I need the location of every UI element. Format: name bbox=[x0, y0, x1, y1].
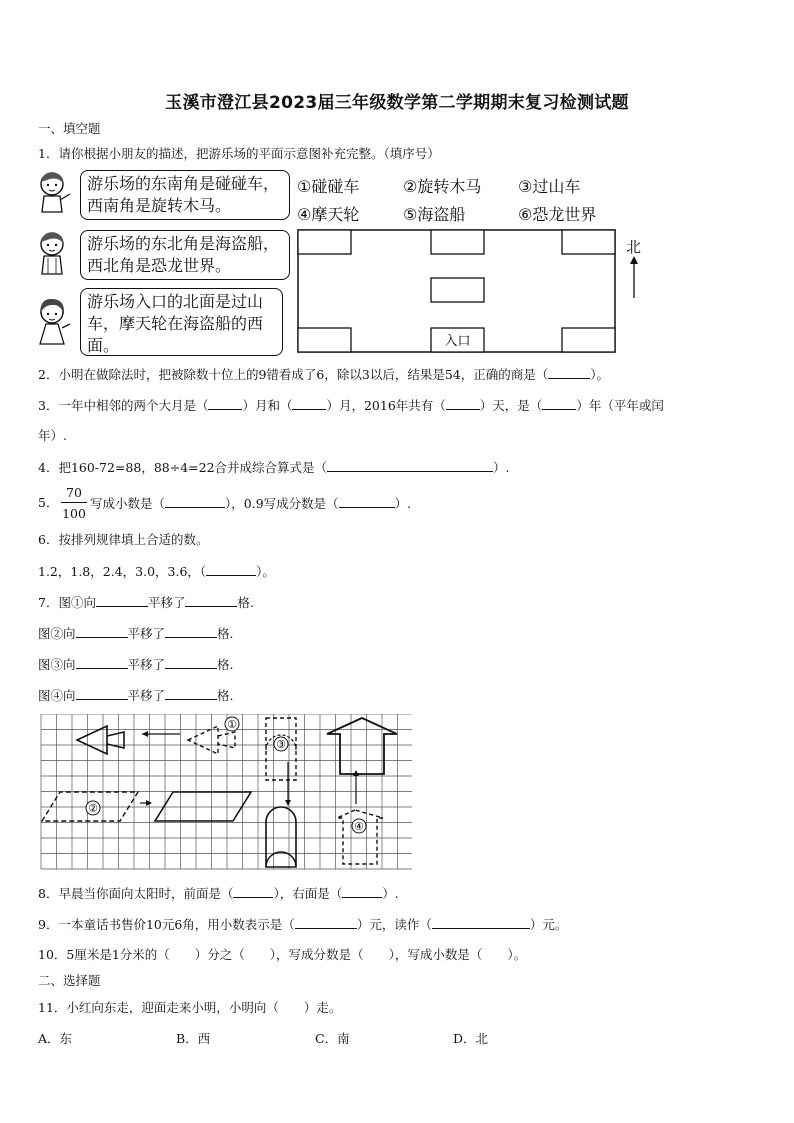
question-6-seq-text: 1.2，1.8，2.4，3.0，3.6，（ bbox=[38, 564, 207, 579]
question-2-end: ）。 bbox=[590, 367, 609, 382]
question-3-part-b: ）月和（ bbox=[242, 398, 293, 413]
question-5-number: 5． bbox=[38, 495, 59, 510]
question-7-row-1 bbox=[38, 594, 254, 611]
question-5 bbox=[90, 495, 411, 512]
answer-blank[interactable] bbox=[327, 459, 493, 472]
answer-blank[interactable] bbox=[76, 656, 128, 669]
question-8-part-a: 8．早晨当你面向太阳时，前面是（ bbox=[38, 886, 234, 901]
child-boy-icon bbox=[41, 172, 70, 212]
question-4-end: ）. bbox=[493, 460, 510, 475]
question-3-part-a: 3．一年中相邻的两个大月是（ bbox=[38, 398, 209, 413]
question-5-part-c: ）. bbox=[394, 496, 412, 511]
arrow-down-head-icon bbox=[285, 800, 291, 806]
answer-blank[interactable] bbox=[165, 656, 217, 669]
q7-row-label: 图②向 bbox=[38, 626, 76, 641]
answer-blank[interactable] bbox=[165, 495, 225, 508]
shape-4-solid bbox=[327, 718, 397, 774]
arrow-right-head-icon bbox=[146, 800, 152, 806]
answer-blank[interactable] bbox=[185, 594, 237, 607]
slot-northeast[interactable] bbox=[562, 230, 615, 254]
choice-2: ②旋转木马 bbox=[403, 177, 482, 196]
slot-northwest[interactable] bbox=[298, 230, 351, 254]
question-6-text: 6．按排列规律填上合适的数。 bbox=[38, 532, 209, 547]
answer-blank[interactable] bbox=[548, 366, 590, 379]
north-label: 北 bbox=[626, 238, 642, 256]
arrow-up-head-icon bbox=[353, 770, 359, 776]
answer-blank[interactable] bbox=[76, 687, 128, 700]
page-title: 玉溪市澄江县2023届三年级数学第二学期期末复习检测试题 bbox=[165, 93, 629, 113]
q7-row-mid: 平移了 bbox=[147, 595, 186, 610]
answer-blank[interactable] bbox=[432, 916, 530, 929]
option-b[interactable]: B．西 bbox=[176, 1031, 211, 1046]
option-a[interactable]: A．东 bbox=[38, 1031, 73, 1046]
answer-blank[interactable] bbox=[206, 563, 256, 576]
question-8 bbox=[38, 885, 399, 902]
answer-blank[interactable] bbox=[76, 625, 128, 638]
fraction-bar bbox=[61, 502, 87, 503]
question-7-row-3 bbox=[38, 656, 234, 673]
mark-4: ④ bbox=[354, 820, 364, 833]
question-3 bbox=[38, 397, 664, 414]
shape-3-solid bbox=[266, 807, 296, 867]
choice-3: ③过山车 bbox=[518, 177, 581, 196]
fraction-numerator: 70 bbox=[66, 485, 82, 500]
option-d[interactable]: D．北 bbox=[453, 1031, 489, 1046]
mark-1: ① bbox=[227, 718, 237, 731]
question-6-sequence bbox=[38, 563, 275, 580]
speech-bubble-3: 游乐场入口的北面是过山车，摩天轮在海盗船的西面。 bbox=[80, 288, 283, 356]
park-map bbox=[296, 228, 618, 356]
question-11-text: 11．小红向东走，迎面走来小明，小明向（ ）走。 bbox=[38, 1000, 342, 1015]
choice-1: ①碰碰车 bbox=[297, 177, 360, 196]
shape-4-dashed bbox=[337, 810, 383, 864]
shape-2-solid bbox=[155, 792, 251, 821]
speech-bubble-1: 游乐场的东南角是碰碰车，西南角是旋转木马。 bbox=[80, 170, 290, 220]
arrow-left-head-icon bbox=[142, 731, 148, 737]
question-5-part-b: ），0.9写成分数是（ bbox=[225, 496, 339, 511]
choice-5: ⑤海盗船 bbox=[403, 205, 466, 224]
choice-4: ④摩天轮 bbox=[297, 205, 360, 224]
q7-row-label: 图③向 bbox=[38, 657, 76, 672]
answer-blank[interactable] bbox=[96, 594, 148, 607]
q7-row-end: 格. bbox=[237, 595, 254, 610]
question-1-text: 1．请你根据小朋友的描述，把游乐场的平面示意图补充完整。（填序号） bbox=[38, 146, 440, 161]
fraction-denominator: 100 bbox=[62, 506, 86, 521]
answer-blank[interactable] bbox=[165, 687, 217, 700]
children-illustration bbox=[34, 168, 74, 358]
q7-row-end: 格. bbox=[217, 626, 234, 641]
north-arrow-icon bbox=[626, 254, 642, 300]
answer-blank[interactable] bbox=[542, 397, 576, 410]
slot-southeast[interactable] bbox=[562, 328, 615, 352]
q7-row-end: 格. bbox=[217, 657, 234, 672]
question-4 bbox=[38, 459, 510, 476]
question-5-part-a: 写成小数是（ bbox=[90, 496, 166, 511]
question-2-text: 2．小明在做除法时，把被除数十位上的9错看成了6，除以3以后，结果是54，正确的商是（ bbox=[38, 367, 549, 382]
question-3-part-d: ）天，是（ bbox=[479, 398, 543, 413]
answer-blank[interactable] bbox=[233, 885, 273, 898]
answer-blank[interactable] bbox=[292, 397, 326, 410]
slot-center[interactable] bbox=[431, 278, 484, 302]
question-7-row-4 bbox=[38, 687, 234, 704]
q7-row-mid: 平移了 bbox=[127, 657, 166, 672]
slot-southwest[interactable] bbox=[298, 328, 351, 352]
answer-blank[interactable] bbox=[165, 625, 217, 638]
speech-bubble-2: 游乐场的东北角是海盗船，西北角是恐龙世界。 bbox=[80, 230, 290, 280]
child-boy2-icon bbox=[41, 232, 63, 274]
question-2 bbox=[38, 366, 609, 383]
q7-row-mid: 平移了 bbox=[127, 626, 166, 641]
answer-blank[interactable] bbox=[342, 885, 382, 898]
section-heading-choice: 二、选择题 bbox=[38, 973, 101, 988]
question-9-part-a: 9．一本童话书售价10元6角，用小数表示是（ bbox=[38, 917, 295, 932]
answer-blank[interactable] bbox=[446, 397, 480, 410]
answer-blank[interactable] bbox=[295, 916, 357, 929]
q7-row-label: 图④向 bbox=[38, 688, 76, 703]
question-10-text: 10．5厘米是1分米的（ ）分之（ ），写成分数是（ ），写成小数是（ ）。 bbox=[38, 947, 527, 962]
question-4-text: 4．把160-72=88，88÷4=22合并成综合算式是（ bbox=[38, 460, 328, 475]
child-girl-icon bbox=[40, 299, 70, 344]
question-8-part-b: ），右面是（ bbox=[273, 886, 343, 901]
question-3-line-2: 年）. bbox=[38, 428, 67, 443]
question-3-part-e: ）年（平年或闰 bbox=[576, 398, 664, 413]
question-9-part-c: ）元。 bbox=[529, 917, 568, 932]
slot-north-center[interactable] bbox=[431, 230, 484, 254]
section-heading-fill-blank: 一、填空题 bbox=[38, 121, 101, 136]
choice-6: ⑥恐龙世界 bbox=[518, 205, 597, 224]
shape-1-solid bbox=[77, 726, 124, 754]
question-3-part-c: ）月，2016年共有（ bbox=[326, 398, 446, 413]
answer-blank[interactable] bbox=[339, 495, 395, 508]
q7-row-mid: 平移了 bbox=[127, 688, 166, 703]
entrance-label: 入口 bbox=[444, 334, 471, 349]
answer-blank[interactable] bbox=[208, 397, 242, 410]
question-8-part-c: ）. bbox=[382, 886, 399, 901]
option-c[interactable]: C．南 bbox=[315, 1031, 350, 1046]
question-6-seq-end: ）。 bbox=[256, 564, 275, 579]
question-9-part-b: ）元，读作（ bbox=[356, 917, 432, 932]
translation-grid bbox=[40, 714, 412, 870]
mark-2: ② bbox=[88, 802, 98, 815]
mark-3: ③ bbox=[276, 738, 286, 751]
question-9 bbox=[38, 916, 567, 933]
q7-row-label: 7．图①向 bbox=[38, 595, 96, 610]
question-7-row-2 bbox=[38, 625, 234, 642]
q7-row-end: 格. bbox=[217, 688, 234, 703]
